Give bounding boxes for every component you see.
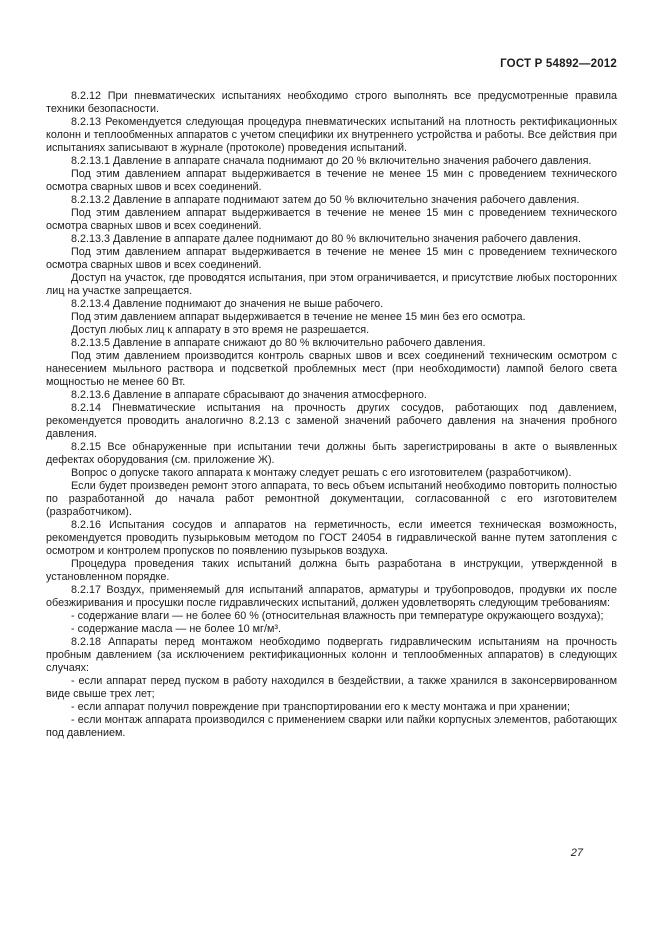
paragraph: 8.2.13 Рекомендуется следующая процедура пневматических испытаний на плотность ректификационных колонн и теплообменных аппаратов с учетом специфики их внутреннего устройства и работы. Все действия при испытаниях записывают в журнале (протоколе) проведения испытаний.	[46, 116, 617, 154]
paragraph: Вопрос о допуске такого аппарата к монтажу следует решать с его изготовителем (разработчиком).	[71, 467, 572, 479]
paragraph: 8.2.14 Пневматические испытания на прочность других сосудов, работающих под давлением, рекомендуется проводить аналогично 8.2.13 с заменой значений рабочего давления на значения пробного давления.	[46, 402, 617, 440]
paragraph: 8.2.12 При пневматических испытаниях необходимо строго выполнять все предусмотренные правила техники безопасности.	[46, 90, 617, 115]
paragraph: 8.2.13.1 Давление в аппарате сначала поднимают до 20 % включительно значения рабочего давления.	[71, 155, 592, 167]
paragraph: 8.2.13.6 Давление в аппарате сбрасывают до значения атмосферного.	[71, 389, 427, 401]
paragraph: Под этим давлением аппарат выдерживается в течение не менее 15 мин с проведением технического осмотра сварных швов и всех соединений.	[46, 246, 617, 271]
paragraph: - содержание влаги — не более 60 % (относительная влажность при температуре окружающего воздуха);	[71, 610, 604, 622]
paragraph: - если аппарат перед пуском в работу находился в бездействии, а также хранился в законсервированном виде свыше трех лет;	[46, 675, 617, 700]
page-footer	[571, 843, 583, 861]
paragraph: 8.2.13.2 Давление в аппарате поднимают затем до 50 % включительно значения рабочего давления.	[71, 194, 580, 206]
paragraph: Под этим давлением аппарат выдерживается в течение не менее 15 мин с проведением технического осмотра сварных швов и всех соединений.	[46, 168, 617, 193]
paragraph: - если монтаж аппарата производился с применением сварки или пайки корпусных элементов, работающих под давлением.	[46, 714, 617, 739]
paragraph: - если аппарат получил повреждение при транспортировании его к месту монтажа и при хранении;	[71, 701, 570, 713]
paragraph: - содержание масла — не более 10 мг/м³.	[71, 623, 281, 635]
paragraph: 8.2.17 Воздух, применяемый для испытаний аппаратов, арматуры и трубопроводов, продувки их после обезжиривания и просушки после гидравлических испытаний, должен удовлетворять следующим требованиям:	[46, 584, 617, 609]
paragraph: 8.2.13.3 Давление в аппарате далее поднимают до 80 % включительно значения рабочего давления.	[71, 233, 581, 245]
paragraph: Под этим давлением аппарат выдерживается в течение не менее 15 мин с проведением технического осмотра сварных швов и всех соединений.	[46, 207, 617, 232]
paragraph: Под этим давлением аппарат выдерживается в течение не менее 15 мин без его осмотра.	[71, 311, 526, 323]
document-code: ГОСТ Р 54892—2012	[500, 58, 617, 70]
paragraph: 8.2.15 Все обнаруженные при испытании течи должны быть зарегистрированы в акте о выявленных дефектах оборудования (см. приложение Ж).	[46, 441, 617, 466]
paragraph: Процедура проведения таких испытаний должна быть разработана в инструкции, утвержденной в установленном порядке.	[46, 558, 617, 583]
paragraph: Доступ на участок, где проводятся испытания, при этом ограничивается, и присутствие любых посторонних лиц на участке запрещается.	[46, 272, 617, 297]
paragraph: Под этим давлением производится контроль сварных швов и всех соединений техническим осмотром с нанесением мыльного раствора и подсветкой проблемных мест (при необходимости) лампой белого света мощностью не менее 60 Вт.	[46, 350, 617, 388]
document-body	[46, 90, 617, 740]
page-number: 27	[570, 847, 583, 859]
page-header	[46, 57, 617, 71]
paragraph: 8.2.13.5 Давление в аппарате снижают до 80 % включительно рабочего давления.	[71, 337, 486, 349]
paragraph: 8.2.13.4 Давление поднимают до значения не выше рабочего.	[71, 298, 384, 310]
paragraph: 8.2.18 Аппараты перед монтажом необходимо подвергать гидравлическим испытаниям на прочность пробным давлением (за исключением ректификационных колонн и теплообменных аппаратов) в следующих случаях:	[46, 636, 617, 674]
paragraph: Если будет произведен ремонт этого аппарата, то весь объем испытаний необходимо повторить полностью по разработанной до начала работ ремонтной документации, согласованной с его изготовителем (разработчиком).	[46, 480, 617, 518]
paragraph: 8.2.16 Испытания сосудов и аппаратов на герметичность, если имеется техническая возможность, рекомендуется проводить пузырьковым методом по ГОСТ 24054 в гидравлической ванне путем затопления с осмотром и контролем пропусков по появлению пузырьков воздуха.	[46, 519, 617, 557]
paragraph: Доступ любых лиц к аппарату в это время не разрешается.	[71, 324, 370, 336]
